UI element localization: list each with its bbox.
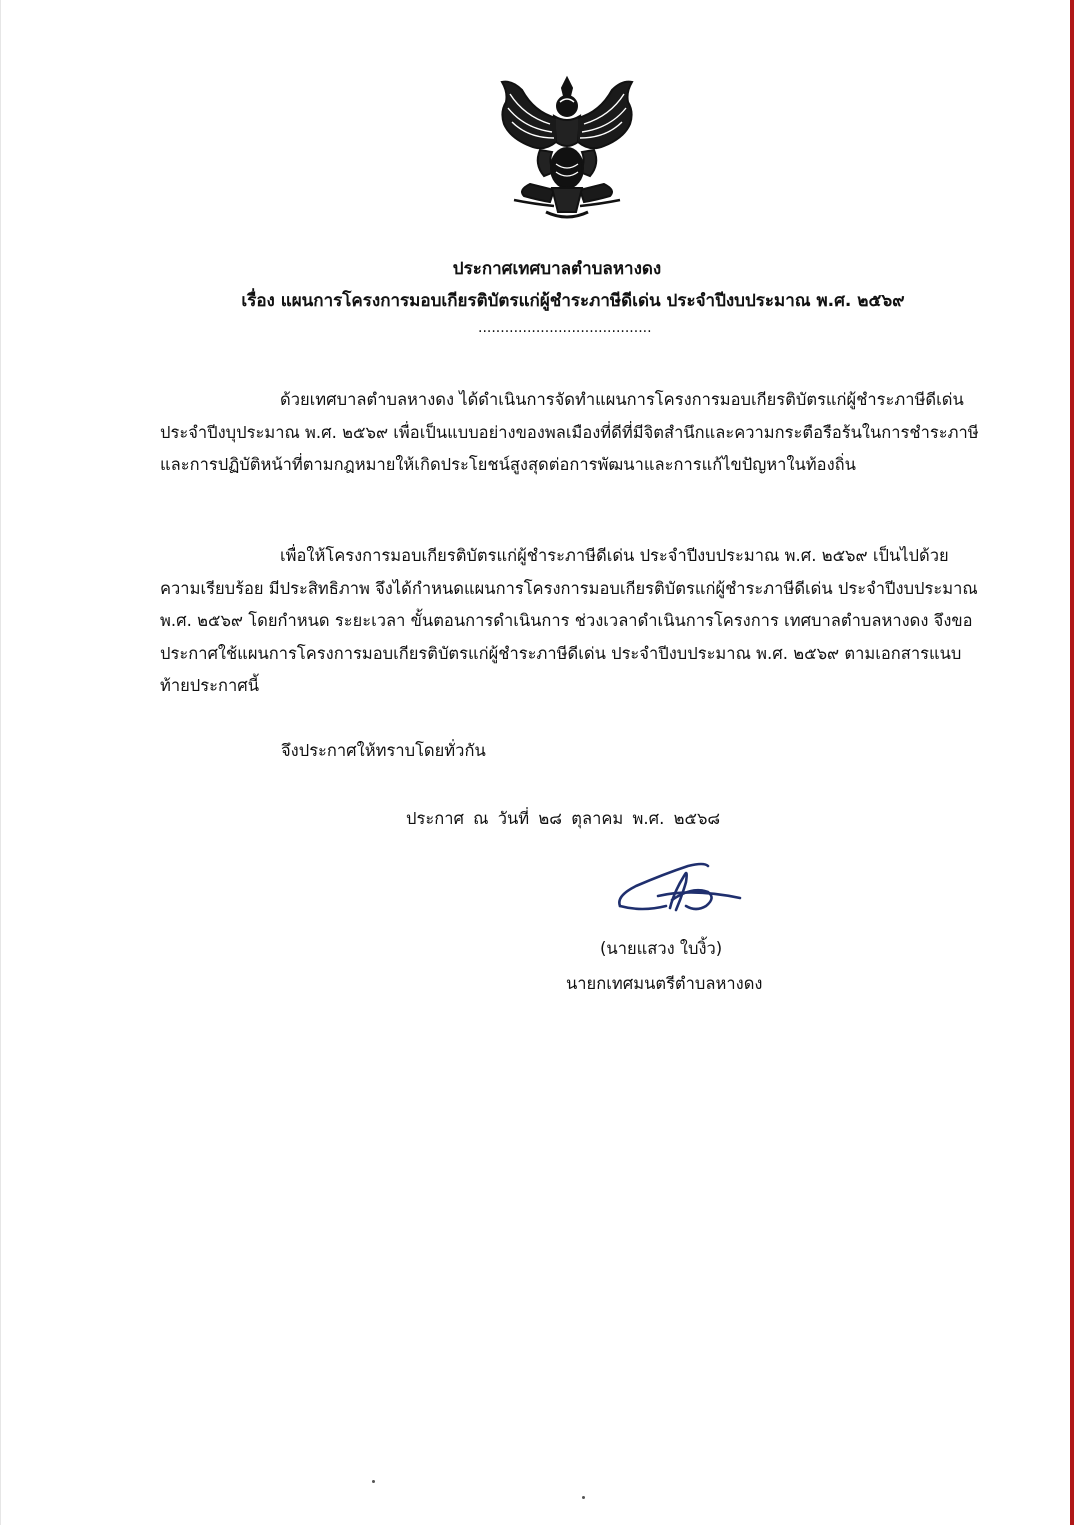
signer-name: (นายแสวง ใบงิ้ว) <box>600 939 723 958</box>
announcement-date: ประกาศ ณ วันที่ ๒๘ ตุลาคม พ.ศ. ๒๕๖๘ <box>406 809 721 828</box>
signature-icon <box>612 856 744 926</box>
separator-dots: ....................................... <box>478 320 652 336</box>
paragraph-2-text: เพื่อให้โครงการมอบเกียรติบัตรแก่ผู้ชำระภาษีดีเด่น ประจำปีงบประมาณ พ.ศ. ๒๕๖๙ เป็นไปด้วยความเรียบร้อย มีประสิทธิภาพ จึงได้กำหนดแผนการโครงการมอบเกียรติบัตรแก่ผู้ชำระภาษีดีเด่น ประจำปีงบประมาณ พ.ศ. ๒๕๖๙ โดยกำหนด ระยะเวลา ขั้นตอนการดำเนินการ ช่วงเวลาดำเนินการโครงการ เทศบาลตำบลหางดง จึงขอประกาศใช้แผนการโครงการมอบเกียรติบัตรแก่ผู้ชำระภาษีดีเด่น ประจำปีงบประมาณ พ.ศ. ๒๕๖๙ ตามเอกสารแนบท้ายประกาศนี้ <box>160 546 978 695</box>
body-paragraph-1 <box>160 384 986 482</box>
paper-speck <box>582 1496 585 1499</box>
document-title: ประกาศเทศบาลตำบลหางดง <box>452 259 662 279</box>
paragraph-1-text: ด้วยเทศบาลตำบลหางดง ได้ดำเนินการจัดทำแผนการโครงการมอบเกียรติบัตรแก่ผู้ชำระภาษีดีเด่น ประจำปีงบุประมาณ พ.ศ. ๒๕๖๙ เพื่อเป็นแบบอย่างของพลเมืองที่ดีที่มีจิตสำนึกและความกระตือรือร้นในการชำระภาษีและการปฏิบัติหน้าที่ตามกฎหมายให้เกิดประโยชน์สูงสุดต่อการพัฒนาและการแก้ไขปัญหาในท้องถิ่น <box>160 390 979 474</box>
body-paragraph-2 <box>160 540 986 703</box>
closing-statement: จึงประกาศให้ทราบโดยทั่วกัน <box>281 741 486 760</box>
paper-speck <box>372 1480 375 1483</box>
signer-title: นายกเทศมนตรีตำบลหางดง <box>566 974 763 993</box>
document-subject: เรื่อง แผนการโครงการมอบเกียรติบัตรแก่ผู้ชำระภาษีดีเด่น ประจำปีงบประมาณ พ.ศ. ๒๕๖๙ <box>241 291 905 311</box>
garuda-emblem-icon <box>494 72 640 224</box>
